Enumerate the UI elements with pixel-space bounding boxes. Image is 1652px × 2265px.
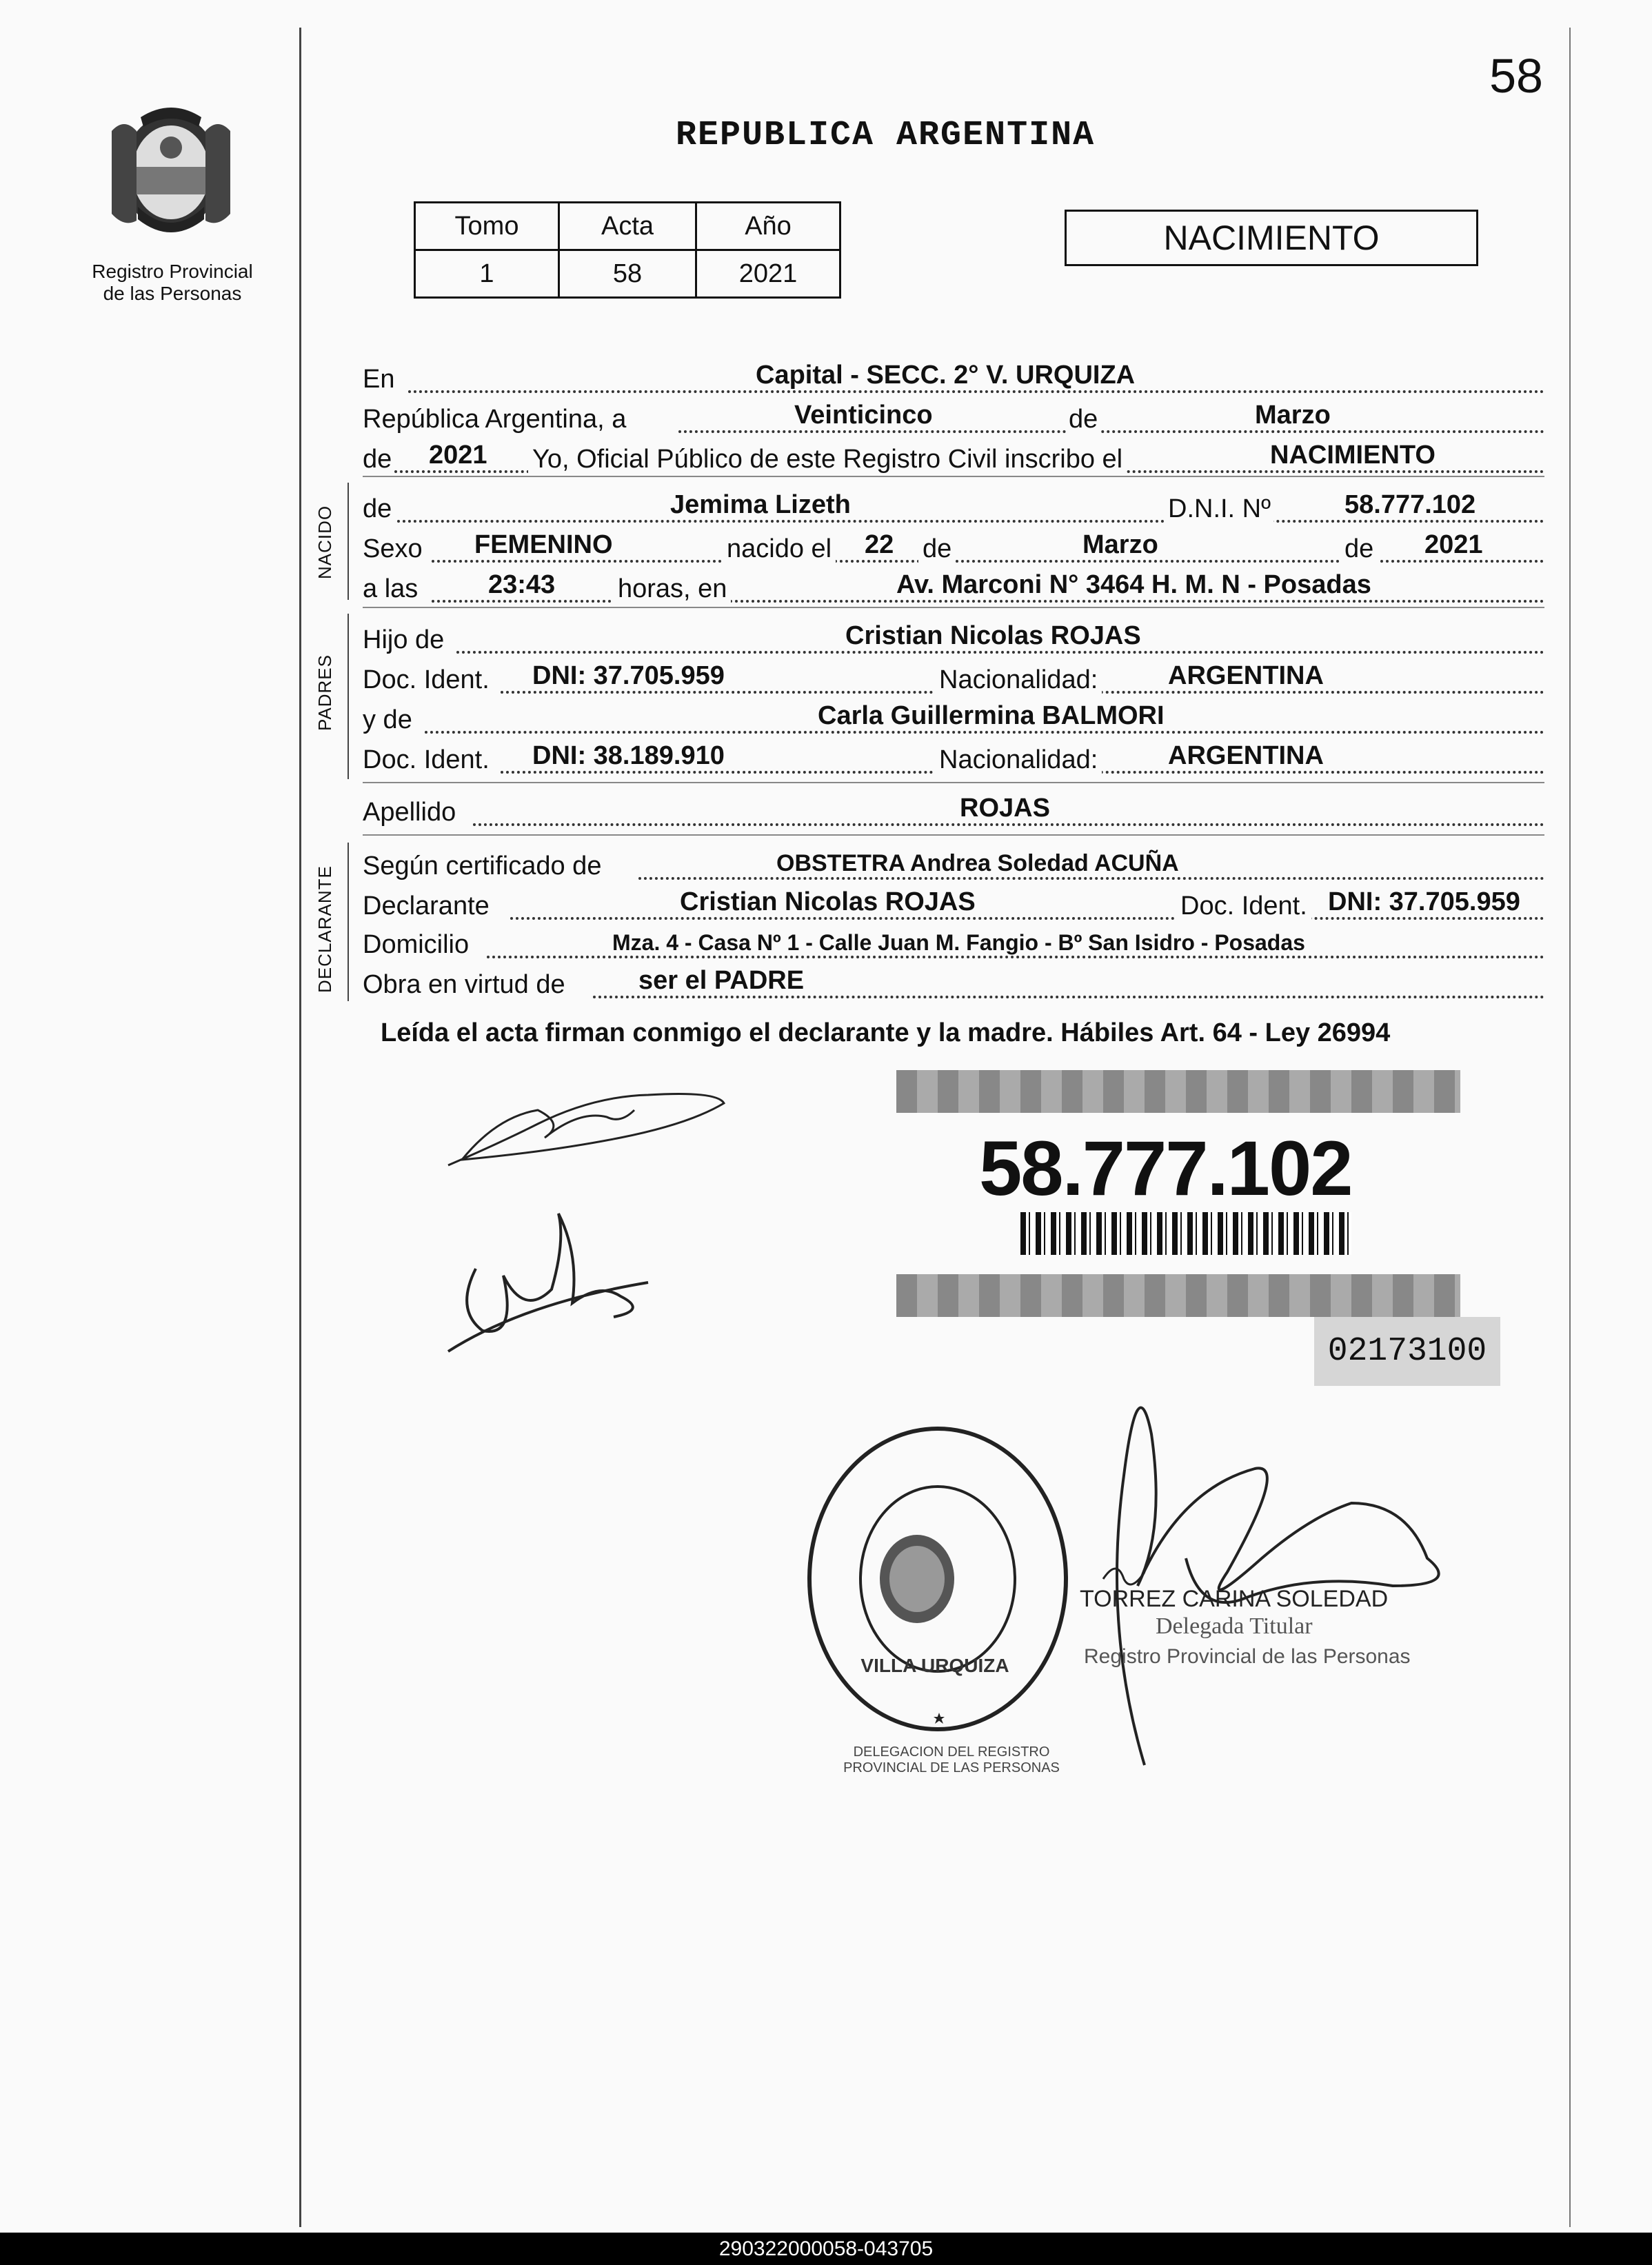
document-title: REPUBLICA ARGENTINA (676, 116, 1096, 155)
row-madre (363, 699, 1544, 739)
label-horas-en: horas, en (614, 574, 731, 604)
closing-text: Leída el acta firman conmigo el declarante y la madre. Hábiles Art. 64 - Ley 26994 (381, 1018, 1391, 1047)
value-madre-nac: ARGENTINA (1168, 741, 1324, 770)
divider (363, 607, 1544, 608)
header-acta: Acta (559, 203, 696, 250)
label-de-anio-nac: de (1340, 534, 1378, 564)
record-table (414, 201, 841, 299)
label-de-nombre: de (363, 494, 392, 523)
label-declarante: Declarante (363, 892, 490, 920)
label-domicilio: Domicilio (363, 930, 470, 959)
page-number: 58 (1489, 49, 1543, 103)
label-a-las: a las (363, 574, 419, 603)
value-padre-nac: ARGENTINA (1168, 661, 1324, 690)
section-bar-nacido (347, 483, 349, 600)
row-nombre (363, 488, 1544, 528)
official-signature (1062, 1351, 1489, 1779)
section-label-declarante: DECLARANTE (314, 865, 335, 993)
dotted-line (425, 731, 1544, 734)
record-table-header-row (415, 203, 840, 250)
value-madre: Carla Guillermina BALMORI (818, 701, 1165, 730)
label-de-anio: de (363, 445, 392, 474)
row-republica (363, 399, 1544, 439)
value-dia-texto: Veinticinco (794, 401, 933, 430)
section-bar-declarante (347, 843, 349, 1001)
value-sexo: FEMENINO (474, 530, 613, 559)
seal-inner-text: VILLA URQUIZA (860, 1655, 1009, 1676)
logo-caption-line1: Registro Provincial (92, 261, 253, 282)
label-de: de (1066, 405, 1100, 434)
dotted-line (678, 430, 1544, 433)
dotted-line (638, 877, 1544, 880)
value-acta: 58 (559, 250, 696, 298)
section-bar-padres (347, 614, 349, 779)
value-mes-acta: Marzo (1255, 401, 1331, 430)
label-republica: República Argentina, a (363, 405, 627, 434)
label-y-de: y de (363, 705, 412, 734)
official-seal (800, 1420, 1076, 1738)
label-apellido: Apellido (363, 798, 456, 827)
dotted-line (432, 600, 1544, 603)
row-hora (363, 568, 1544, 608)
label-doc-ident-declarante: Doc. Ident. (1176, 892, 1311, 921)
value-padre-doc: DNI: 37.705.959 (532, 661, 725, 690)
value-declarante: Cristian Nicolas ROJAS (680, 887, 976, 916)
seal-outer-text: DELEGACION DEL REGISTRO PROVINCIAL DE LAS PERSONAS (843, 1744, 1060, 1775)
row-domicilio (363, 924, 1544, 964)
value-mes-nac: Marzo (1082, 530, 1158, 559)
value-hora: 23:43 (488, 570, 556, 599)
value-obra: ser el PADRE (638, 966, 805, 995)
value-dia-nac: 22 (865, 530, 894, 559)
value-declarante-doc: DNI: 37.705.959 (1328, 887, 1520, 916)
value-domicilio: Mza. 4 - Casa Nº 1 - Calle Juan M. Fangio - Bº San Isidro - Posadas (612, 930, 1305, 955)
label-en: En (363, 365, 395, 394)
label-doc-ident-padre: Doc. Ident. (363, 665, 490, 694)
dotted-line (473, 823, 1544, 826)
header-anio: Año (696, 203, 840, 250)
divider (363, 782, 1544, 783)
dni-stamp-number: 58.777.102 (979, 1125, 1352, 1211)
label-sexo: Sexo (363, 534, 423, 563)
value-anio-acta: 2021 (429, 441, 487, 470)
row-certificado (363, 845, 1544, 885)
logo-caption-line2: de las Personas (103, 283, 242, 304)
value-tipo-inscripcion: NACIMIENTO (1270, 441, 1436, 470)
row-madre-doc (363, 739, 1544, 779)
value-tomo: 1 (415, 250, 559, 298)
dotted-line (397, 520, 1544, 523)
label-obra: Obra en virtud de (363, 970, 565, 999)
label-doc-ident-madre: Doc. Ident. (363, 745, 490, 774)
footer-code: 290322000058-043705 (0, 2233, 1652, 2265)
record-type-box: NACIMIENTO (1065, 210, 1478, 266)
right-margin-line (1569, 28, 1571, 2227)
stamp-band-top (896, 1070, 1460, 1113)
value-anio: 2021 (696, 250, 840, 298)
value-madre-doc: DNI: 38.189.910 (532, 741, 725, 770)
value-lugar: Capital - SECC. 2° V. URQUIZA (756, 361, 1136, 390)
label-dni: D.N.I. Nº (1165, 494, 1273, 524)
dotted-line (487, 956, 1544, 958)
dotted-line (593, 996, 1544, 998)
left-margin-line (299, 28, 301, 2227)
divider (363, 834, 1544, 836)
section-label-nacido: NACIDO (314, 505, 335, 579)
value-lugar-nac: Av. Marconi N° 3464 H. M. N - Posadas (896, 570, 1371, 599)
label-segun: Según certificado de (363, 852, 602, 880)
official-office: Registro Provincial de las Personas (1084, 1645, 1411, 1668)
row-padre (363, 619, 1544, 659)
mother-signature (441, 1200, 669, 1358)
stamp-band-bottom (896, 1274, 1460, 1317)
label-yo-oficial: Yo, Oficial Público de este Registro Civil inscribo el (528, 445, 1127, 474)
row-en (363, 359, 1544, 399)
row-obra (363, 964, 1544, 1004)
row-oficial (363, 439, 1544, 479)
record-table-value-row (415, 250, 840, 298)
value-apellido: ROJAS (960, 794, 1050, 823)
value-dni: 58.777.102 (1344, 490, 1476, 519)
value-nombre: Jemima Lizeth (670, 490, 851, 519)
dotted-line (408, 390, 1544, 393)
label-nacionalidad-madre: Nacionalidad: (935, 745, 1102, 775)
dotted-line (510, 917, 1544, 920)
serial-number: 02173100 (1314, 1317, 1500, 1386)
value-padre: Cristian Nicolas ROJAS (845, 621, 1141, 650)
row-sexo (363, 528, 1544, 568)
official-role: Delegada Titular (1156, 1613, 1313, 1639)
row-padre-doc (363, 659, 1544, 699)
logo-caption (69, 261, 276, 305)
label-hijo-de: Hijo de (363, 625, 445, 654)
row-declarante (363, 885, 1544, 925)
divider (363, 476, 1544, 477)
official-name: TORREZ CARINA SOLEDAD (1080, 1586, 1389, 1612)
label-de-mes: de (918, 534, 956, 564)
row-apellido (363, 792, 1544, 832)
declarant-signature (441, 1083, 731, 1172)
value-anio-nac: 2021 (1424, 530, 1483, 559)
section-label-padres: PADRES (314, 654, 335, 731)
province-emblem-icon (97, 103, 245, 241)
header-tomo: Tomo (415, 203, 559, 250)
label-nacionalidad-padre: Nacionalidad: (935, 665, 1102, 695)
value-certificado: OBSTETRA Andrea Soledad ACUÑA (776, 850, 1179, 876)
barcode-icon (1020, 1212, 1351, 1255)
dotted-line (456, 651, 1544, 654)
label-nacido-el: nacido el (723, 534, 836, 564)
